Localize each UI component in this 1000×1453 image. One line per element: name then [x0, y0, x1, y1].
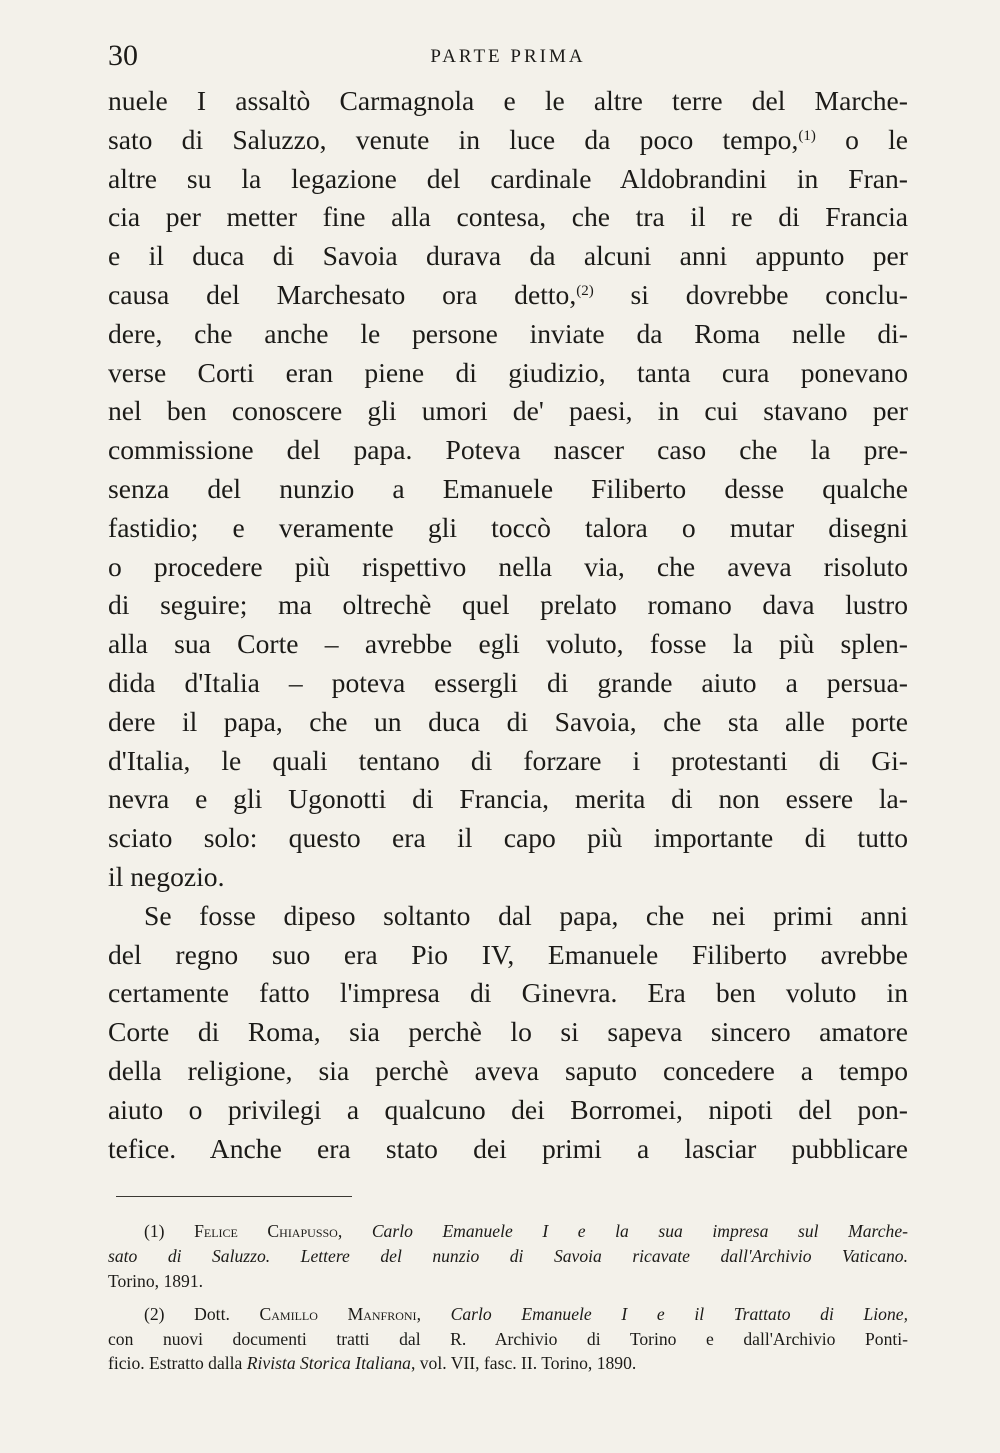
footnote-divider [116, 1196, 352, 1197]
text-line: tefice. Anche era stato dei primi a lasciar pubblicare [108, 1132, 908, 1164]
text-line: del regno suo era Pio IV, Emanuele Filiberto avrebbe [108, 938, 908, 970]
text-line: alla sua Corte – avrebbe egli voluto, fosse la più splen- [108, 628, 908, 660]
paragraph-1 [108, 82, 908, 897]
text-line: o procedere più rispettivo nella via, che aveva risoluto [108, 550, 908, 582]
text-line: verse Corti eran piene di giudizio, tanta cura ponevano [108, 356, 908, 388]
footnote-line: con nuovi documenti tratti dal R. Archivio di Torino e dall'Archivio Ponti- [108, 1328, 908, 1349]
text-line: nevra e gli Ugonotti di Francia, merita di non essere la- [108, 783, 908, 815]
text-line: dida d'Italia – poteva essergli di grande aiuto a persua- [108, 666, 908, 698]
footnote-ref-1[interactable]: (1) [798, 127, 816, 144]
text-line: nel ben conoscere gli umori de' paesi, in cui stavano per [108, 395, 908, 427]
text-line: sato di Saluzzo, venute in luce da poco tempo,$^{(1)}$ o le [108, 123, 909, 155]
running-title: PARTE PRIMA [430, 46, 586, 67]
text-line: della religione, sia perchè aveva saputo concedere a tempo [108, 1054, 908, 1086]
text-line: senza del nunzio a Emanuele Filiberto desse qualche [108, 472, 908, 504]
running-head [108, 36, 908, 80]
footnote-line: (1) Felice Chiapusso, Carlo Emanuele I e la sua impresa sul Marche- [144, 1221, 909, 1242]
footnote-title: Carlo Emanuele I e il Trattato di Lione, [450, 1303, 908, 1324]
page-number: 30 [108, 39, 138, 72]
footnote-number: (2) Dott. [144, 1303, 260, 1324]
text-line: certamente fatto l'impresa di Ginevra. Era ben voluto in [108, 977, 908, 1009]
text-line: sciato solo: questo era il capo più importante di tutto [108, 822, 908, 854]
text-line: altre su la legazione del cardinale Aldobrandini in Fran- [108, 162, 908, 194]
footnote-number: (1) [144, 1221, 195, 1242]
text-line: cia per metter fine alla contesa, che tra il re di Francia [108, 201, 908, 233]
book-page [108, 36, 908, 1384]
body-text [108, 82, 908, 1168]
text-line: il negozio. [108, 860, 225, 892]
footnote-author: Camillo Manfroni [259, 1303, 417, 1324]
footnote-line: sato di Saluzzo. Lettere del nunzio di Savoia ricavate dall'Archivio Vaticano. [108, 1246, 908, 1267]
text-line: causa del Marchesato ora detto,$^{(2)}$ si dovrebbe conclu- [108, 278, 908, 310]
footnote-title: Carlo Emanuele I e la sua impresa sul Marche- [371, 1221, 909, 1242]
text-line: fastidio; e veramente gli toccò talora o mutar disegni [108, 511, 908, 543]
text-line: d'Italia, le quali tentano di forzare i protestanti di Gi- [108, 744, 908, 776]
text-line: nuele I assaltò Carmagnola e le altre terre del Marche- [108, 85, 908, 116]
text-line: Se fosse dipeso soltanto dal papa, che nei primi anni [144, 899, 908, 931]
footnote-ref-2[interactable]: (2) [576, 282, 594, 299]
footnote-1 [108, 1219, 908, 1293]
footnote-author: Felice Chiapusso [194, 1221, 338, 1242]
footnotes [108, 1219, 908, 1376]
footnote-line: ficio. Estratto dalla Rivista Storica Italiana, vol. VII, fasc. II. Torino, 1890. [108, 1353, 637, 1374]
text-line: di seguire; ma oltrechè quel prelato romano dava lustro [108, 589, 908, 621]
text-line: aiuto o privilegi a qualcuno dei Borromei, nipoti del pon- [108, 1093, 908, 1125]
text-line: dere, che anche le persone inviate da Roma nelle di- [108, 317, 908, 349]
footnote-line: (2) Dott. Camillo Manfroni, Carlo Emanuele I e il Trattato di Lione, [144, 1303, 908, 1324]
footnote-line: Torino, 1891. [108, 1270, 204, 1291]
text-line: Corte di Roma, sia perchè lo si sapeva sincero amatore [108, 1016, 908, 1048]
journal-title: Rivista Storica Italiana [246, 1353, 411, 1374]
text-line: e il duca di Savoia durava da alcuni anni appunto per [108, 240, 908, 272]
footnote-2 [108, 1302, 908, 1376]
paragraph-2 [108, 897, 908, 1169]
text-line: dere il papa, che un duca di Savoia, che sta alle porte [108, 705, 908, 737]
text-line: commissione del papa. Poteva nascer caso che la pre- [108, 434, 908, 466]
